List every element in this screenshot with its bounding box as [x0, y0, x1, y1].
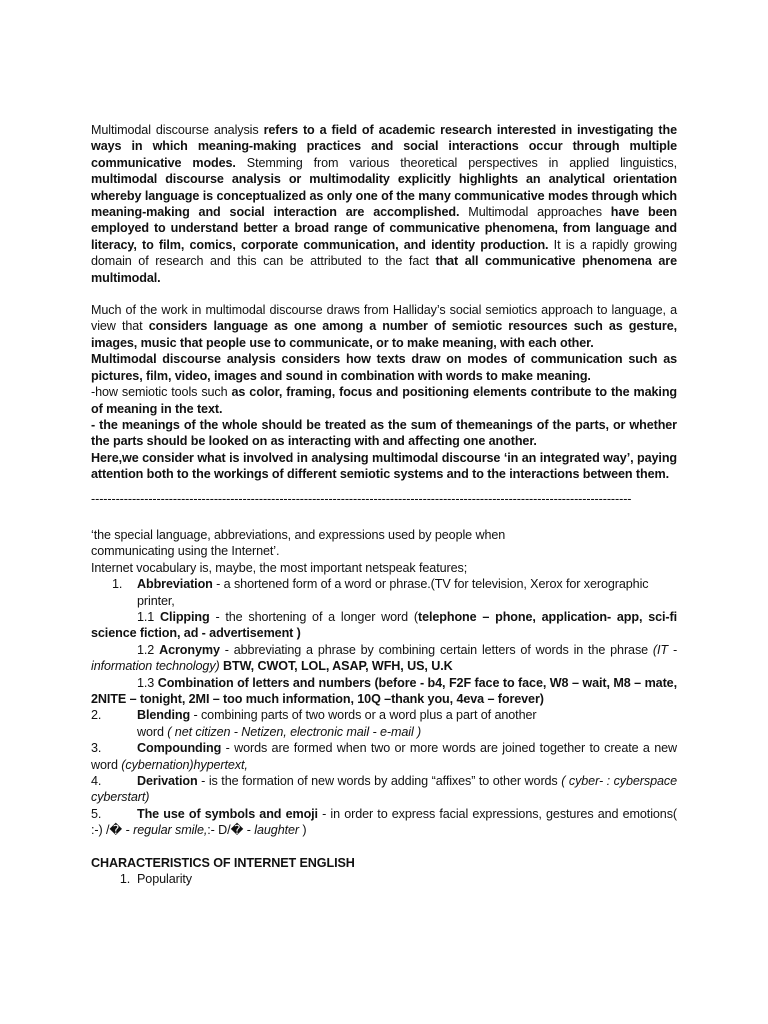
list-item-compounding — [91, 740, 677, 773]
text-run: - is the formation of new words by adding “affixes” to other words — [197, 774, 562, 789]
bold-run: have been employed to understand better a broad range of communicative phenomena, from language and literacy, to film, comics, corporate communication, and identity production. — [91, 205, 677, 252]
text-run: - words are formed when two or more words are joined together to create a new word — [91, 741, 677, 772]
bold-run: BTW, CWOT, LOL, ASAP, WFH, US, U.K — [219, 659, 453, 674]
term: The use of symbols and emoji — [137, 806, 318, 821]
spacer — [91, 507, 677, 527]
term: Derivation — [137, 774, 198, 789]
list-item-blending — [91, 707, 677, 723]
text-run: Multimodal discourse analysis — [91, 123, 264, 137]
list-number: 1.3 — [137, 675, 158, 690]
spacer — [91, 839, 677, 855]
bold-run: multimodal discourse analysis or multimodality explicitly highlights an analytical orientation whereby language is conceptualized as only one of the many communicative modes through which meaning-making and social interaction are accomplished. — [91, 172, 677, 220]
paragraph-integrated — [91, 450, 677, 483]
list-item-popularity — [91, 871, 677, 887]
list-number: 1.1 — [137, 609, 161, 624]
text-run: It is a rapidly growing domain of research and this can be attributed to the fact — [91, 237, 677, 269]
bold-run: as color, framing, focus and positioning elements contribute to the making of meaning in the text. — [91, 385, 678, 416]
text-run: Much of the work in multimodal discourse draws from Halliday’s social semiotics approach to language, a view that — [91, 303, 677, 334]
bold-run: refers to a field of academic research interested in investigating the ways in which meaning-making practices and social interactions occur through multiple communicative modes. — [91, 123, 677, 170]
list-number: 2. — [91, 708, 102, 723]
paragraph-semiotic-tools — [91, 384, 677, 417]
list-number: 1.2 — [137, 642, 160, 657]
paragraph-halliday — [91, 302, 677, 351]
paragraph-meanings — [91, 417, 677, 450]
text-run: - in order to express facial expressions, gestures and emotions( :-) /� - — [91, 806, 677, 838]
list-item-abbreviation — [91, 576, 677, 609]
paragraph-multimodal-definition — [91, 122, 677, 286]
quote-line: ‘the special language, abbreviations, and expressions used by people when — [91, 527, 506, 542]
bold-run: - the meanings of the whole should be treated as the sum of themeanings of the parts, or whether the parts should be looked on as interacting with and affecting one another. — [91, 417, 677, 449]
italic-run: laughter — [254, 823, 299, 838]
text-run: - abbreviating a phrase by combining certain letters of words in the phrase — [219, 642, 653, 657]
list-item-acronymy — [91, 642, 677, 675]
list-item-clipping — [91, 609, 677, 642]
section-heading — [91, 855, 677, 871]
text-run: word — [137, 724, 168, 739]
text-run: -how semiotic tools such — [91, 385, 232, 400]
list-number: 4. — [91, 774, 102, 789]
italic-run: (IT - information technology) — [91, 642, 677, 674]
text-run: Multimodal approaches — [459, 205, 611, 220]
italic-run: (cybernation)hypertext, — [121, 757, 248, 772]
term: Abbreviation — [137, 577, 213, 592]
heading-text: CHARACTERISTICS OF INTERNET ENGLISH — [91, 855, 355, 870]
paragraph-modes — [91, 351, 677, 384]
bold-run: telephone – phone, application- app, sci-fi science fiction, ad - advertisement ) — [91, 609, 678, 641]
text-run: - the shortening of a longer word ( — [209, 609, 418, 624]
list-number: 1. — [119, 872, 131, 887]
list-text: Popularity — [137, 872, 193, 887]
term: Acronymy — [159, 642, 220, 657]
document-page — [91, 122, 677, 887]
quote-line: communicating using the Internet’. — [91, 544, 280, 559]
bold-run: Multimodal discourse analysis considers how texts draw on modes of communication such as pictures, film, video, images and sound in combination with words to make meaning. — [91, 352, 677, 383]
list-item-combination — [91, 675, 677, 708]
term: Compounding — [137, 741, 222, 756]
italic-run: ( net citizen - Netizen, electronic mail - e-mail ) — [167, 724, 422, 739]
bold-run: Combination of letters and numbers (before - b4, F2F face to face, W8 – wait, M8 – mate, 2NITE – tonight, 2MI – too much information, 10Q –thank you, 4eva – forever) — [91, 675, 677, 706]
bold-run: Here,we consider what is involved in analysing multimodal discourse ‘in an integrated way’, paying attention both to the workings of different semiotic systems and to the interactions between them. — [91, 450, 677, 482]
section-divider: ------------------------------------------------------------------------------------------------------------------------------------ — [91, 491, 632, 506]
list-number: 3. — [91, 741, 102, 756]
term: Clipping — [160, 609, 210, 624]
list-item-symbols-emoji — [91, 806, 677, 839]
italic-run: regular smile, — [133, 823, 208, 838]
term: Blending — [137, 708, 191, 723]
text-run: :- D/� - — [207, 823, 255, 838]
text-run: - a shortened form of a word or phrase.(TV for television, Xerox for xerographic printer, — [137, 577, 649, 608]
list-item-blending-cont — [91, 724, 677, 740]
list-item-derivation — [91, 773, 677, 806]
text-run: ) — [299, 823, 307, 838]
italic-run: ( cyber- : cyberspace cyberstart) — [91, 774, 677, 805]
bold-run: considers language as one among a number of semiotic resources such as gesture, images, music that people use to communicate, or to make meaning, with each other. — [91, 319, 677, 350]
spacer — [91, 286, 677, 302]
list-number: 1. — [112, 577, 123, 592]
text-run: - combining parts of two words or a word plus a part of another — [190, 708, 537, 723]
bold-run: that all communicative phenomena are multimodal. — [91, 254, 677, 285]
text-run: Stemming from various theoretical perspectives in applied linguistics, — [235, 155, 677, 170]
list-number: 5. — [91, 806, 102, 821]
intro-line: Internet vocabulary is, maybe, the most important netspeak features; — [91, 560, 468, 575]
